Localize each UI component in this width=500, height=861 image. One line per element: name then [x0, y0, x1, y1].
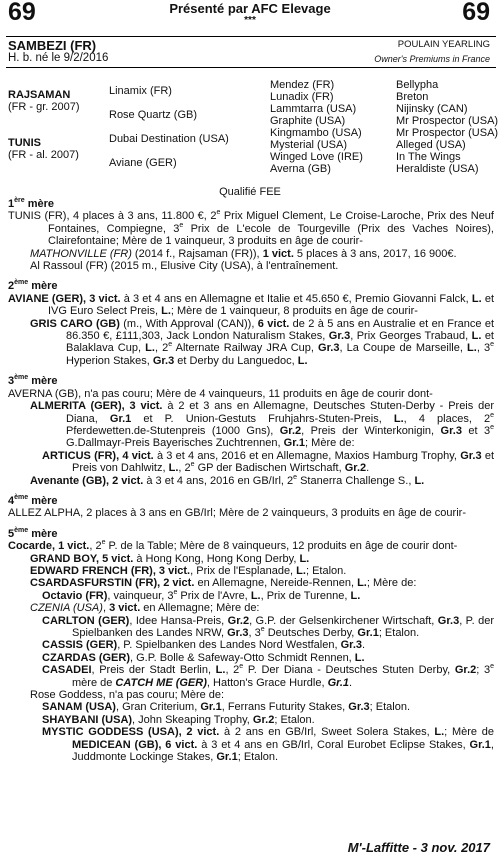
family-paragraph: TUNIS (FR), 4 places à 3 ans, 11.800 €, 2e Prix Miguel Clement, Le Croise-Laroche, Prix des Neuf Fontaines, Compiegne, 3e Prix de L'ecole de Tourgeville (Prix des Vaches Noires), Clairefontaine; Mère de 1 vainqueur, 3 produits en âge de courir- [8, 209, 494, 248]
section-heading: 3ème mère [8, 374, 58, 388]
family-notes [8, 198, 494, 763]
pedigree-gen3: Kingmambo (USA) [270, 127, 362, 139]
pedigree-gen3: Winged Love (IRE) [270, 151, 363, 163]
sire-info: (FR - gr. 2007) [8, 101, 80, 113]
family-paragraph: Avenante (GB), 2 vict. à 3 et 4 ans, 2016 en GB/Irl, 2e Stanerra Challenge S., L. [30, 473, 425, 487]
family-paragraph: SHAYBANI (USA), John Skeaping Trophy, Gr.2; Etalon. [42, 713, 315, 726]
horse-birth: H. b. né le 9/2/2016 [8, 52, 109, 64]
section-heading: 4ème mère [8, 493, 58, 507]
pedigree-gen3: Mendez (FR) [270, 79, 335, 91]
family-paragraph: AVIANE (GER), 3 vict. à 3 et 4 ans en Allemagne et Italie et 45.650 €, Premio Giovanni Falck, L. et IVG Euro Select Preis, L.; Mère de 1 vainqueur, 8 produits en âge de courir- [8, 292, 494, 318]
family-paragraph: ARTICUS (FR), 4 vict. à 3 et 4 ans, 2016 et en Allemagne, Maxios Hamburg Trophy, Gr.3 et Preis von Dahlwitz, L., 2e GP der Badischen Wirtschaft, Gr.2. [42, 449, 495, 475]
pedigree-gen4: Mr Prospector (USA) [396, 127, 499, 139]
family-paragraph: CSARDASFURSTIN (FR), 2 vict. en Allemagne, Nereide-Rennen, L.; Mère de: [30, 577, 417, 590]
pedigree-gen3: Lammtarra (USA) [270, 103, 357, 115]
section-heading: 5ème mère [8, 526, 58, 540]
pedigree-gen4: In The Wings [396, 151, 461, 163]
family-paragraph: MATHONVILLE (FR) (2014 f., Rajsaman (FR)), 1 vict. 5 places à 3 ans, 2017, 16 900€. [30, 247, 457, 260]
divider [6, 67, 496, 68]
section-heading: 1ère mère [8, 197, 54, 210]
divider [6, 36, 496, 37]
lot-number-left: 69 [8, 0, 36, 26]
family-paragraph: CASSIS (GER), P. Spielbanken des Landes Nord Westfalen, Gr.3. [42, 639, 366, 652]
family-paragraph: ALLEZ ALPHA, 2 places à 3 ans en GB/Irl; Mère de 2 vainqueurs, 3 produits en âge de courir- [8, 507, 466, 520]
pedigree-gen2: Aviane (GER) [109, 157, 177, 169]
horse-name: SAMBEZI (FR) [8, 38, 97, 53]
sire-name: RAJSAMAN [8, 89, 71, 101]
pedigree-gen4: Alleged (USA) [396, 139, 466, 151]
owner-premiums: Owner's Premiums in France [374, 54, 490, 64]
family-paragraph: Cocarde, 1 vict., 2e P. de la Table; Mère de 8 vainqueurs, 12 produits en âge de courir dont- [8, 539, 458, 553]
family-paragraph: ALMERITA (GER), 3 vict. à 2 et 3 ans en Allemagne, Deutsches Stuten-Derby - Preis der Diana, Gr.1 et P. Union-Gestuts Fruhjahrs-Stuten-Preis, L., 4 places, 2e Pferdewetten.de-Stutenpreis (1000 Gns), Gr.2, Preis der Winterkonigin, Gr.3 et 3e G.Dallmayr-Preis Bayerisches Zuchtrennen, Gr.1; Mère de: [30, 400, 494, 450]
pedigree-gen2: Dubai Destination (USA) [109, 133, 229, 145]
pedigree-gen2: Linamix (FR) [109, 85, 172, 97]
family-paragraph: GRIS CARO (GB) (m., With Approval (CAN)), 6 vict. de 2 à 5 ans en Australie et en France et 86.350 €, £111,303, Jack London Naturalism Stakes, Gr.3, Prix Georges Trabaud, L. et Balaklava Cup, L., 2e Alternate Railway JRA Cup, Gr.3, La Coupe de Marseille, L., 3e Hyperion Stakes, Gr.3 et Derby du Languedoc, L. [30, 317, 495, 367]
pedigree-gen4: Mr Prospector (USA) [396, 115, 499, 127]
catalogue-header [0, 0, 500, 36]
family-paragraph: Rose Goddess, n'a pas couru; Mère de: [30, 689, 225, 702]
section-heading: 2ème mère [8, 279, 58, 293]
pedigree-gen4: Bellypha [396, 79, 439, 91]
dam-name: TUNIS [8, 137, 41, 149]
pedigree-gen3: Lunadix (FR) [270, 91, 334, 103]
family-paragraph: Al Rassoul (FR) (2015 m., Elusive City (USA), à l'entraînement. [30, 260, 339, 273]
family-paragraph: GRAND BOY, 5 vict. à Hong Kong, Hong Kong Derby, L. [30, 552, 310, 565]
stars: *** [244, 15, 256, 26]
dam-info: (FR - al. 2007) [8, 149, 79, 161]
family-paragraph: SANAM (USA), Gran Criterium, Gr.1, Ferrans Futurity Stakes, Gr.3; Etalon. [42, 701, 411, 714]
pedigree-gen3: Mysterial (USA) [270, 139, 348, 151]
qualification: Qualifié FEE [219, 186, 281, 198]
pedigree-gen3: Averna (GB) [270, 163, 331, 175]
pedigree-table [6, 75, 500, 183]
pedigree-gen2: Rose Quartz (GB) [109, 109, 198, 121]
family-paragraph: Octavio (FR), vainqueur, 3e Prix de l'Avre, L., Prix de Turenne, L. [42, 588, 361, 602]
lot-number-right: 69 [462, 0, 490, 26]
sale-footer: M'-Laffitte - 3 nov. 2017 [347, 840, 490, 855]
family-paragraph: AVERNA (GB), n'a pas couru; Mère de 4 vainqueurs, 11 produits en âge de courir dont- [8, 387, 433, 400]
family-paragraph: CZARDAS (GER), G.P. Bolle & Safeway-Otto Schmidt Rennen, L. [42, 651, 365, 664]
family-paragraph: CASADEI, Preis der Stadt Berlin, L., 2e P. Der Diana - Deutsches Stuten Derby, Gr.2; 3e mère de CATCH ME (GER), Hatton's Grace Hurdle, Gr.1. [42, 663, 494, 689]
family-paragraph: MYSTIC GODDESS (USA), 2 vict. à 2 ans en GB/Irl, Sweet Solera Stakes, L.; Mère de MEDICEAN (GB), 6 vict. à 3 et 4 ans en GB/Irl, Coral Eurobet Eclipse Stakes, Gr.1, Juddmonte Lockinge Stakes, Gr.1; Etalon. [42, 726, 495, 764]
family-paragraph: EDWARD FRENCH (FR), 3 vict., Prix de l'Esplanade, L.; Etalon. [30, 564, 347, 577]
pedigree-gen3: Graphite (USA) [270, 115, 346, 127]
horse-sex: POULAIN YEARLING [397, 39, 490, 50]
pedigree-gen4: Heraldiste (USA) [396, 163, 479, 175]
family-paragraph: CZENIA (USA), 3 vict. en Allemagne; Mère de: [30, 602, 260, 615]
family-paragraph: CARLTON (GER), Idee Hansa-Preis, Gr.2, G.P. der Gelsenkirchener Wirtschaft, Gr.3, P. der Spielbanken des Landes NRW, Gr.3, 3e Deutsches Derby, Gr.1; Etalon. [42, 614, 494, 639]
pedigree-gen4: Breton [396, 91, 429, 103]
pedigree-gen4: Nijinsky (CAN) [396, 103, 468, 115]
presenter: Présenté par AFC Elevage [169, 1, 331, 16]
